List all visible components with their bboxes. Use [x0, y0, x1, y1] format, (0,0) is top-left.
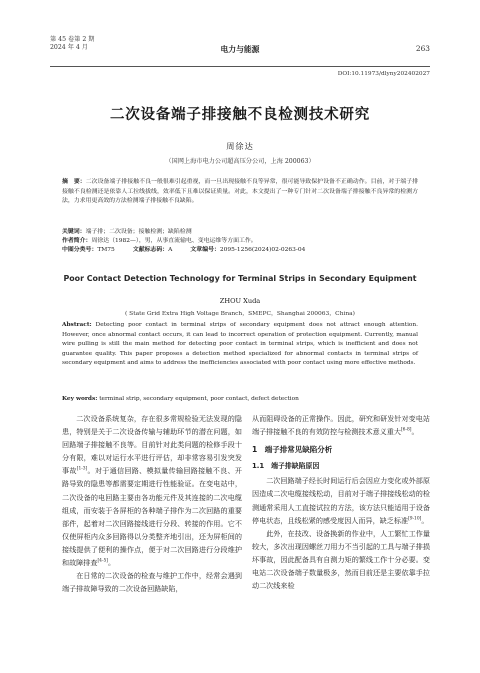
- section-heading-1-1: 1.1 端子排缺陷原因: [252, 462, 320, 471]
- abstract-cn-label: 摘 要：: [62, 179, 86, 185]
- body-column-left: [62, 412, 242, 595]
- volume-issue: 第 45 卷第 2 期: [50, 36, 95, 43]
- author-intro-label: 作者简介：: [62, 238, 92, 244]
- citation: [4-5]: [97, 558, 108, 564]
- body-column-right: [252, 412, 430, 592]
- author-intro-text: 周徐达（1982—），男，从事直流输电、变电运维等方面工作。: [91, 238, 257, 244]
- doc-code-value: A: [168, 247, 173, 253]
- body-paragraph: 二次设备系统复杂，存在很多常规检验无法发现的隐患，特别是关于二次设备传输与辅助环节的潜在问题，如回路端子排接触不良等。目前针对此类问题的检修手段十分有限，难以对运行水平进行评估，却非常容易引发突发事故[1-3]。对于通信回路、模拟量传输回路接触不良、开路导致的隐患等都需要定期进行性能验证。在变电站中，二次设备的电回路主要由各功能元件及其连接的二次电缆组成，而安装于各屏柜的各种端子排作为二次回路的重要部件，起着对二次回路接线进行分段、转接的作用。它不仅使屏柜内众多回路得以分类整齐地引出，还为屏柜间的接线提供了便利的操作点，便于对二次回路进行分段维护和故障排查[4-5]。: [62, 414, 243, 568]
- keywords-english: [62, 395, 418, 404]
- journal-name: 电力与能源: [220, 45, 260, 54]
- clc-label: 中图分类号：: [62, 247, 98, 253]
- abstract-chinese: [62, 178, 418, 207]
- issue-date: 2024 年 4 月: [50, 44, 88, 51]
- article-number-label: 文章编号：: [190, 247, 220, 253]
- body-paragraph: 此外，在技改、设备换新的作业中，人工繁忙工作量较大，多次出现因螺丝刀用力不当引起的工具与端子排损坏事故，因此配备具有自测力矩的繁线工作十分必要。变电站二次设备端子数量极多，然而目前还是主要依靠手拉动二次线来检: [252, 528, 430, 591]
- author-chinese: 周徐达: [226, 141, 254, 151]
- page-number: 263: [415, 44, 430, 53]
- citation: [1-3]: [76, 467, 88, 473]
- affiliation-chinese: （国网上海市电力公司超高压分公司，上海 200063）: [165, 158, 315, 165]
- article-number-value: 2095-1256(2024)02-0263-04: [219, 247, 306, 253]
- body-paragraph: 从而阻碍设备的正常操作。因此，研究和研发针对变电站端子排接触不良的有效防控与检测技术意义重大[6-8]。: [252, 414, 430, 437]
- body-paragraph: 在日常的二次设备的检查与维护工作中，经常会遇到端子排故障导致的二次设备回路缺陷，: [62, 571, 242, 594]
- keywords-en-text: terminal strip, secondary equipment, poor contact, defect detection: [97, 396, 299, 402]
- keywords-cn-label: 关键词：: [62, 229, 86, 235]
- affiliation-english: ( State Grid Extra High Voltage Branch，SMEPC，Shanghai 200063，China): [125, 311, 355, 317]
- abstract-english: [62, 321, 418, 369]
- header-rule: [50, 66, 430, 67]
- citation: [9-10]: [408, 516, 422, 522]
- title-english: Poor Contact Detection Technology for Terminal Strips in Secondary Equipment: [63, 274, 417, 283]
- abstract-en-text: Detecting poor contact in terminal strips of secondary equipment does not attract enough attention. However, once abnormal contact occurs, it can lead to incorrect operation of protection equipment. Currently, manual wire pulling is still the main method for detecting poor contact in terminal strips, which is inefficient and does not guarantee quality. This paper proposes a detection method specialized for abnormal contacts in terminal strips of secondary equipment and aims to address the inefficiencies associated with poor contact using more effective methods.: [62, 322, 418, 366]
- section-heading-1: 1 端子排常见缺陷分析: [252, 445, 333, 455]
- keywords-cn-text: 端子排；二次设备；接触检测；缺陷检测: [85, 229, 192, 235]
- keywords-chinese: [62, 228, 418, 237]
- keywords-en-label: Key words:: [62, 396, 98, 402]
- classification-row: [62, 246, 418, 255]
- abstract-cn-text: 二次设备端子排接触不良一般很难引起重视，而一旦出现接触不良等异常，很可能导致保护设备不正确动作。目前，对于端子排接触不良检测还是依靠人工拉线拔线，效率低下且难以保证质量。对此，本文提出了一种专门针对二次设备端子排接触不良异常的检测方法，力求用更高效的方法检测端子排接触不良缺陷。: [62, 179, 419, 205]
- abstract-en-label: Abstract:: [62, 322, 92, 328]
- author-english: ZHOU Xuda: [219, 297, 261, 305]
- body-paragraph: 二次回路端子经长时间运行后会因应力变化或外部原因造成二次电缆接线松动，目前对于端子排接线松动的检测通常采用人工直接试拉的方法，该方法只能适用于设备停电状态，且线松紧的感受度因人而异，缺乏标准[9-10]。: [252, 476, 430, 525]
- doc-code-label: 文献标志码：: [132, 247, 169, 253]
- title-chinese: 二次设备端子排接触不良检测技术研究: [109, 107, 371, 123]
- clc-value: TM75: [97, 247, 115, 253]
- doi: DOI:10.11973/dlyny202402027: [337, 71, 430, 77]
- citation: [6-8]: [400, 427, 412, 433]
- page-header: [50, 36, 430, 66]
- author-introduction: [62, 237, 418, 246]
